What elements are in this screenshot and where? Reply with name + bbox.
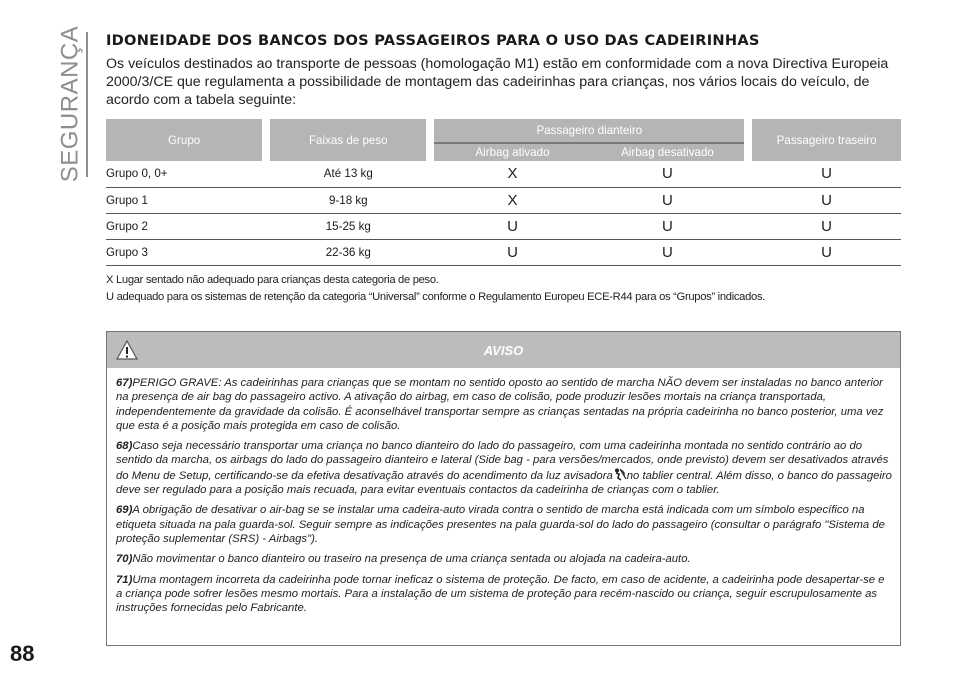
legend-x: X Lugar sentado não adequado para crianças desta categoria de peso.: [106, 273, 439, 286]
warning-item-text-continued: no tablier central. Além disso, o banco do passageiro deve ser regulado para a posição mais recuada, para evitar eventuais contactos da cadeirinha de crianças com o tablier.: [116, 469, 892, 497]
header-airbag-desativado: Airbag desativado: [591, 143, 745, 161]
cell-airbag-ativado: U: [434, 213, 590, 239]
warning-triangle-icon: [116, 340, 138, 360]
warning-item-number: 69): [116, 504, 133, 517]
cell-airbag-desativado: U: [591, 187, 745, 213]
warning-item-text: PERIGO GRAVE: As cadeirinhas para crianças que se montam no sentido oposto ao sentido de marcha NÃO devem ser instaladas no banco anterior na presença de air bag do passageiro activo. A ativação do airbag, em caso de colisão, pode produzir lesões mortais na criança transportada, independentemente da gravidade da colisão. É aconselhável transportar sempre as crianças sentadas na própria cadeirinha no banco posterior, uma vez que esta é a posição mais protegida em caso de colisão.: [116, 377, 884, 432]
legend-u: U adequado para os sistemas de retenção da categoria “Universal” conforme o Regulamento Europeu ECE-R44 para os “Grupos” indicados.: [106, 290, 766, 303]
cell-traseiro: U: [752, 239, 901, 265]
header-grupo: Grupo: [106, 119, 262, 161]
section-sidebar-tab: [50, 25, 90, 183]
cell-traseiro: U: [752, 213, 901, 239]
cell-grupo: Grupo 2: [106, 213, 262, 239]
cell-airbag-ativado: U: [434, 239, 590, 265]
cell-traseiro: U: [752, 161, 901, 187]
warning-item: [116, 552, 893, 566]
header-peso: Faixas de peso: [270, 119, 426, 161]
cell-airbag-desativado: U: [591, 213, 745, 239]
warning-item: [116, 376, 893, 433]
table-row: [106, 161, 901, 187]
warning-item: [116, 503, 893, 546]
cell-peso: 9-18 kg: [270, 187, 426, 213]
warning-item-text: Não movimentar o banco dianteiro ou traseiro na presença de uma criança sentada ou alojada na cadeira-auto.: [132, 553, 691, 566]
table-legend: [106, 272, 901, 306]
cell-peso: 15-25 kg: [270, 213, 426, 239]
page-number: 88: [10, 641, 35, 666]
warning-box: [106, 331, 901, 646]
warning-item-text: Uma montagem incorreta da cadeirinha pode tornar ineficaz o sistema de proteção. De facto, em caso de acidente, a cadeirinha pode desapertar-se e a criança pode sofrer lesões mesmo mortais. Para a instalação de um sistema de proteção para recém-nascido ou criança, seguir escrupulosamente as instruções fornecidas pelo Fabricante.: [116, 573, 885, 615]
intro-paragraph: Os veículos destinados ao transporte de pessoas (homologação M1) estão em conformidade com a nova Directiva Europeia 2000/3/CE que regulamenta a possibilidade de montagem das cadeirinhas para crianças, nos vários locais do veículo, de acordo com a tabela seguinte:: [106, 56, 889, 108]
table-row: [106, 213, 901, 239]
warning-title: AVISO: [483, 342, 524, 358]
warning-header: [107, 332, 900, 368]
cell-grupo: Grupo 1: [106, 187, 262, 213]
warning-item-number: 68): [116, 440, 133, 453]
header-passageiro-dianteiro: Passageiro dianteiro: [434, 119, 744, 143]
header-passageiro-traseiro: Passageiro traseiro: [752, 119, 901, 161]
cell-airbag-desativado: U: [591, 239, 745, 265]
warning-item: [116, 439, 893, 497]
warning-body: [107, 368, 900, 615]
cell-peso: Até 13 kg: [270, 161, 426, 187]
cell-grupo: Grupo 3: [106, 239, 262, 265]
cell-peso: 22-36 kg: [270, 239, 426, 265]
cell-airbag-ativado: X: [434, 161, 590, 187]
warning-item-number: 71): [116, 573, 133, 586]
warning-item: [116, 573, 893, 616]
cell-airbag-ativado: X: [434, 187, 590, 213]
warning-item-text: Caso seja necessário transportar uma criança no banco dianteiro do lado do passageiro, com uma cadeirinha montada no sentido contrário ao do sentido da marcha, os airbags do lado do passageiro dianteiro e lateral (Side bag - para versões/mercados, onde previsto) devem ser desativados através do Menu de Setup, certificando-se da efetiva desativação através do acendimento da luz avisadora: [116, 440, 889, 482]
airbag-off-icon: [613, 468, 627, 481]
warning-item-text: A obrigação de desativar o air-bag se se instalar uma cadeira-auto virada contra o sentido de marcha está indicada com um símbolo específico na etiqueta situada na pala guarda-sol. Seguir sempre as indicações presentes na pala guarda-sol do lado do passageiro (consultar o parágrafo "Sistema de proteção suplementar (SRS) - Airbags").: [116, 504, 885, 545]
header-airbag-ativado: Airbag ativado: [434, 143, 590, 161]
sidebar-rule: [86, 32, 88, 177]
seat-suitability-table: [106, 119, 901, 266]
cell-grupo: Grupo 0, 0+: [106, 161, 262, 187]
section-label: SEGURANÇA: [56, 25, 83, 183]
cell-airbag-desativado: U: [591, 161, 745, 187]
main-content: [106, 32, 901, 306]
warning-item-number: 70): [116, 553, 133, 566]
page-title: IDONEIDADE DOS BANCOS DOS PASSAGEIROS PARA O USO DAS CADEIRINHAS: [106, 32, 760, 49]
warning-item-number: 67): [116, 377, 133, 389]
table-row: [106, 187, 901, 213]
cell-traseiro: U: [752, 187, 901, 213]
table-row: [106, 239, 901, 265]
